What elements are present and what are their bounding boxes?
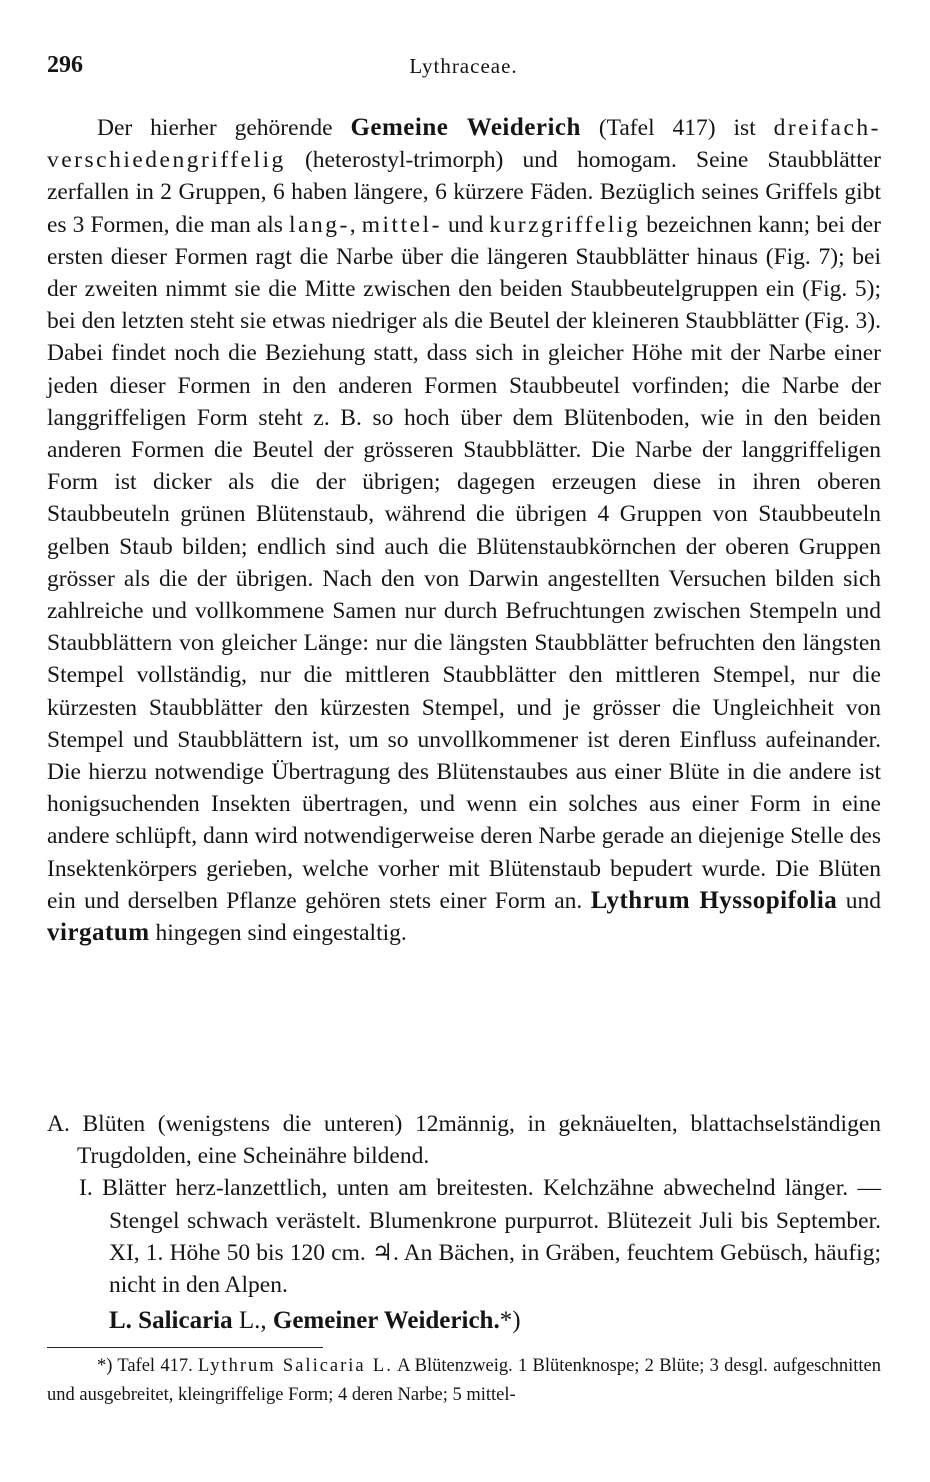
key-entry-a: [47, 1108, 881, 1172]
footnote-text: A Blütenzweig. 1 Blütenknospe; 2 Blüte; 3 desgl. aufgeschnitten und ausgebreitet, kleingriffelige Form; 4 deren Narbe; 5 mittel-: [47, 1356, 881, 1405]
footnote-divider: [47, 1347, 323, 1348]
footnote-mark: *) Tafel 417.: [97, 1356, 198, 1376]
species-genus: L. Salicaria: [109, 1307, 233, 1335]
page-number: 296: [47, 52, 83, 78]
footnote-reference[interactable]: *): [499, 1307, 521, 1335]
term-tristyly: dreifach-verschiedengriffelig: [47, 115, 881, 174]
key-entry-i: [79, 1172, 881, 1301]
common-name-heading: Gemeine Weiderich: [350, 114, 581, 141]
species-author: L.,: [232, 1307, 273, 1335]
species-common-name: Gemeiner Weiderich.: [272, 1307, 500, 1335]
text-run: und: [441, 211, 490, 238]
term-mid-styled: mittel-: [361, 211, 442, 238]
text-run: bezeichnen kann; bei der ersten dieser Formen ragt die Narbe über die längeren Staubblätter hinaus (Fig. 7); bei der zweiten nimmt sie die Mitte zwischen den beiden Staubbeutelgruppen ein (Fig. 5); bei den letzten steht sie etwas niedriger als die Beutel der kleineren Staubblätter (Fig. 3). Dabei findet noch die Beziehung statt, dass sich in gleicher Höhe mit der Narbe einer jeden dieser Formen in den anderen Formen Staubbeutel vorfinden; die Narbe der langgriffeligen Form steht z. B. so hoch über dem Blütenboden, wie in den beiden anderen Formen die Beutel der grösseren Staubblätter. Die Narbe der langgriffeligen Form ist dicker als die der übrigen; dagegen erzeugen diese in ihren oberen Staubbeuteln grünen Blütenstaub, während die übrigen 4 Gruppen von Staubbeuteln gelben Staub bilden; endlich sind auch die Blütenstaubkörnchen der oberen Gruppen grösser als die der übrigen. Nach den von Darwin angestellten Versuchen bilden sich zahlreiche und vollkommene Samen nur durch Befruchtungen zwischen Stempeln und Staubblättern von gleicher Länge: nur die längsten Staubblätter befruchten den längsten Stempel vollständig, nur die mittleren Staubblätter den mittleren Stempel, nur die kürzesten Staubblätter den kürzesten Stempel, und je grösser die Ungleichheit von Stempel und Staubblättern ist, um so unvollkommener ist deren Einfluss aufeinander. Die hierzu notwendige Übertragung des Blütenstaubes aus einer Blüte in die andere ist honigsuchenden Insekten übertragen, und wenn ein solches aus einer Form in eine andere schlüpft, dann wird notwendigerweise deren Narbe gerade an diejenige Stelle des Insektenkörpers gerieben, welche vorher mit Blütenstaub bepudert wurde. Die Blüten ein und derselben Pflanze gehören stets einer Form an.: [47, 211, 882, 914]
identification-key: [47, 1108, 881, 1337]
footnote-species: Lythrum Salicaria L.: [197, 1356, 393, 1376]
term-short-styled: kurzgriffelig: [489, 211, 641, 238]
key-text-i: Blätter herz-lanzettlich, unten am breitesten. Kelchzähne abwechelnd länger. — Stengel schwach verästelt. Blumenkrone purpurrot. Blütezeit Juli bis September. XI, 1. Höhe 50 bis 120 cm. ♃. An Bächen, in Gräben, feuchtem Gebüsch, häufig; nicht in den Alpen.: [102, 1175, 882, 1299]
text-run: (Tafel 417) ist: [580, 115, 774, 141]
key-text-a: Blüten (wenigstens die unteren) 12männig, in geknäuelten, blattachselständigen Trugdolden, eine Scheinähre bildend.: [77, 1111, 881, 1170]
main-paragraph: [47, 112, 881, 949]
text-run: und: [837, 887, 881, 914]
species-heading: [109, 1305, 881, 1337]
term-long-styled: lang-: [289, 211, 350, 238]
text-run: ,: [349, 211, 362, 238]
text-run: (heterostyl-trimorph) und homogam. Seine Staubblätter zerfallen in 2 Gruppen, 6 haben längere, 6 kürzere Fäden. Bezüglich seines Griffels gibt es 3 Formen, die man als: [47, 147, 881, 238]
running-head: [47, 52, 880, 88]
key-label-a: A.: [47, 1111, 70, 1137]
text-run: hingegen sind eingestaltig.: [149, 920, 407, 947]
species-name-hyssopifolia: Lythrum Hyssopifolia: [590, 886, 838, 914]
species-name-virgatum: virgatum: [47, 919, 150, 947]
footnote: [47, 1352, 881, 1410]
key-label-i: I.: [79, 1175, 93, 1202]
running-title: Lythraceae.: [409, 54, 518, 78]
text-run: Der hierher gehörende: [97, 115, 351, 141]
